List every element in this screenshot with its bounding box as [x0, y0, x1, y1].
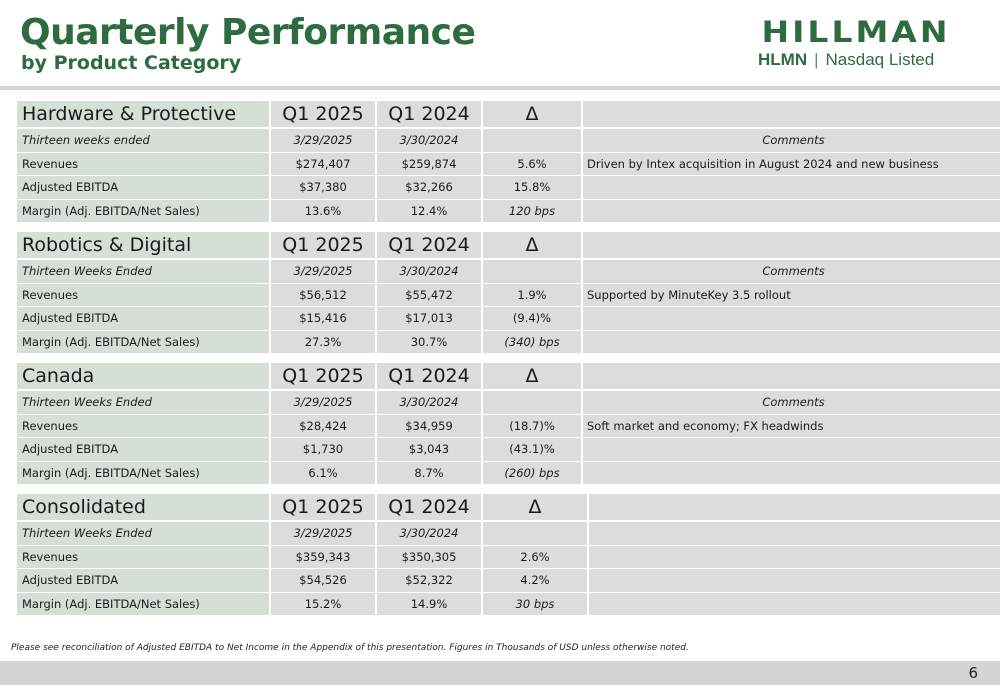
- date-q1-2024: 3/30/2024: [377, 129, 481, 152]
- date-q1-2025: 3/29/2025: [271, 391, 375, 414]
- delta-value: 5.6%: [483, 153, 581, 176]
- delta-cell: [483, 260, 581, 283]
- col-header-q1-2024: Q1 2024: [377, 232, 481, 258]
- col-header-delta: Δ: [483, 363, 581, 389]
- date-q1-2025: 3/29/2025: [271, 129, 375, 152]
- col-header-q1-2025: Q1 2025: [271, 101, 375, 127]
- col-header-delta: Δ: [483, 494, 587, 520]
- page-number: 6: [968, 664, 978, 682]
- col-header-comments-blank: [583, 232, 1000, 258]
- row-label: Adjusted EBITDA: [17, 438, 269, 461]
- value-q1-2024: $3,043: [377, 438, 481, 461]
- delta-value: (18.7)%: [483, 415, 581, 438]
- delta-value: 1.9%: [483, 284, 581, 307]
- comment-text: [583, 176, 1000, 199]
- value-q1-2024: $55,472: [377, 284, 481, 307]
- value-q1-2024: $17,013: [377, 307, 481, 330]
- comment-text: [583, 331, 1000, 354]
- col-header-q1-2024: Q1 2024: [377, 101, 481, 127]
- col-header-q1-2024: Q1 2024: [377, 494, 481, 520]
- col-header-q1-2025: Q1 2025: [271, 363, 375, 389]
- col-header-comments-blank: [583, 101, 1000, 127]
- value-q1-2025: 6.1%: [271, 462, 375, 485]
- comment-text: [583, 462, 1000, 485]
- logo-wordmark: HILLMAN: [761, 14, 951, 50]
- row-label: Margin (Adj. EBITDA/Net Sales): [17, 200, 269, 223]
- comments-header: Comments: [583, 260, 1000, 283]
- value-q1-2025: $274,407: [271, 153, 375, 176]
- page-title: Quarterly Performance: [20, 12, 476, 53]
- value-q1-2024: $32,266: [377, 176, 481, 199]
- value-q1-2024: 12.4%: [377, 200, 481, 223]
- value-q1-2025: 15.2%: [271, 593, 375, 616]
- logo-separator: |: [814, 50, 819, 69]
- company-logo: [722, 14, 990, 70]
- value-q1-2024: 8.7%: [377, 462, 481, 485]
- delta-cell: [483, 522, 587, 545]
- col-header-delta: Δ: [483, 232, 581, 258]
- delta-value: 120 bps: [483, 200, 581, 223]
- value-q1-2025: $56,512: [271, 284, 375, 307]
- row-label: Thirteen Weeks Ended: [17, 522, 269, 545]
- delta-value: 4.2%: [483, 569, 587, 592]
- delta-value: (260) bps: [483, 462, 581, 485]
- value-q1-2025: $359,343: [271, 546, 375, 569]
- section-title: Robotics & Digital: [17, 232, 269, 258]
- comment-text: [589, 546, 1000, 569]
- value-q1-2024: $34,959: [377, 415, 481, 438]
- row-label: Adjusted EBITDA: [17, 307, 269, 330]
- delta-cell: [483, 129, 581, 152]
- comments-header: [589, 522, 1000, 545]
- value-q1-2024: $52,322: [377, 569, 481, 592]
- delta-value: 30 bps: [483, 593, 587, 616]
- value-q1-2025: 27.3%: [271, 331, 375, 354]
- page-subtitle: by Product Category: [21, 52, 242, 74]
- section-title: Consolidated: [17, 494, 269, 520]
- comment-text: Driven by Intex acquisition in August 2024 and new business: [583, 153, 1000, 176]
- comment-text: [583, 200, 1000, 223]
- delta-cell: [483, 391, 581, 414]
- row-label: Revenues: [17, 153, 269, 176]
- col-header-q1-2024: Q1 2024: [377, 363, 481, 389]
- date-q1-2025: 3/29/2025: [271, 522, 375, 545]
- date-q1-2024: 3/30/2024: [377, 260, 481, 283]
- delta-value: (9.4)%: [483, 307, 581, 330]
- row-label: Thirteen Weeks Ended: [17, 260, 269, 283]
- date-q1-2024: 3/30/2024: [377, 522, 481, 545]
- delta-value: 15.8%: [483, 176, 581, 199]
- footnote: Please see reconciliation of Adjusted EBITDA to Net Income in the Appendix of this presentation. Figures in Thousands of USD unless otherwise noted.: [11, 643, 689, 653]
- row-label: Margin (Adj. EBITDA/Net Sales): [17, 462, 269, 485]
- row-label: Thirteen weeks ended: [17, 129, 269, 152]
- section-title: Canada: [17, 363, 269, 389]
- row-label: Margin (Adj. EBITDA/Net Sales): [17, 331, 269, 354]
- date-q1-2025: 3/29/2025: [271, 260, 375, 283]
- value-q1-2024: 30.7%: [377, 331, 481, 354]
- comment-text: Soft market and economy; FX headwinds: [583, 415, 1000, 438]
- comment-text: [589, 593, 1000, 616]
- value-q1-2025: 13.6%: [271, 200, 375, 223]
- comment-text: Supported by MinuteKey 3.5 rollout: [583, 284, 1000, 307]
- comment-text: [583, 307, 1000, 330]
- logo-listing: [758, 50, 988, 70]
- logo-ticker: HLMN: [758, 50, 808, 69]
- row-label: Adjusted EBITDA: [17, 176, 269, 199]
- value-q1-2025: $28,424: [271, 415, 375, 438]
- col-header-q1-2025: Q1 2025: [271, 494, 375, 520]
- date-q1-2024: 3/30/2024: [377, 391, 481, 414]
- value-q1-2025: $1,730: [271, 438, 375, 461]
- header-divider: [0, 86, 1000, 90]
- comment-text: [589, 569, 1000, 592]
- footer-bar: [0, 661, 1000, 685]
- value-q1-2025: $15,416: [271, 307, 375, 330]
- section-title: Hardware & Protective: [17, 101, 269, 127]
- row-label: Adjusted EBITDA: [17, 569, 269, 592]
- delta-value: (340) bps: [483, 331, 581, 354]
- col-header-comments-blank: [589, 494, 1000, 520]
- comment-text: [583, 438, 1000, 461]
- col-header-comments-blank: [583, 363, 1000, 389]
- value-q1-2025: $37,380: [271, 176, 375, 199]
- row-label: Revenues: [17, 284, 269, 307]
- value-q1-2024: $350,305: [377, 546, 481, 569]
- delta-value: 2.6%: [483, 546, 587, 569]
- delta-value: (43.1)%: [483, 438, 581, 461]
- row-label: Revenues: [17, 546, 269, 569]
- value-q1-2024: $259,874: [377, 153, 481, 176]
- value-q1-2025: $54,526: [271, 569, 375, 592]
- value-q1-2024: 14.9%: [377, 593, 481, 616]
- row-label: Thirteen Weeks Ended: [17, 391, 269, 414]
- row-label: Margin (Adj. EBITDA/Net Sales): [17, 593, 269, 616]
- col-header-delta: Δ: [483, 101, 581, 127]
- comments-header: Comments: [583, 129, 1000, 152]
- logo-exchange: Nasdaq Listed: [825, 50, 935, 69]
- col-header-q1-2025: Q1 2025: [271, 232, 375, 258]
- comments-header: Comments: [583, 391, 1000, 414]
- row-label: Revenues: [17, 415, 269, 438]
